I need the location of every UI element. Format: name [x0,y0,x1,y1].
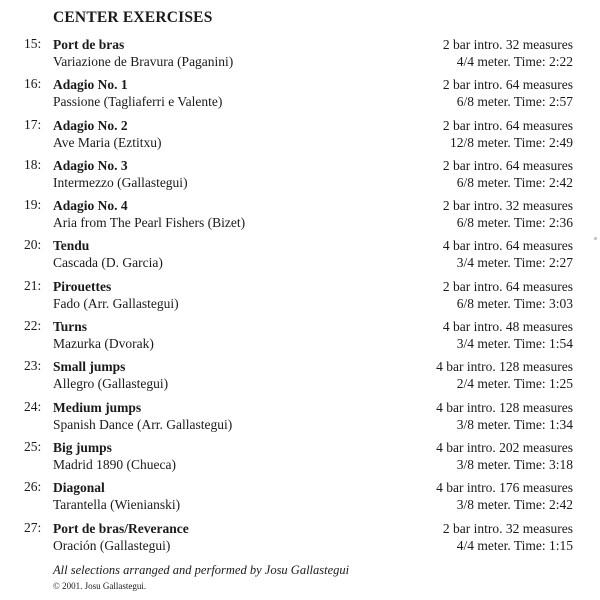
track-details [443,76,573,110]
piece-title: Variazione de Bravura (Paganini) [53,54,234,69]
exercise-name: Medium jumps [53,399,142,415]
piece-title: Passione (Tagliaferri e Valente) [53,94,223,110]
track-row [0,196,600,236]
meter-time: 3/8 meter. Time: 3:18 [456,456,573,472]
track-info [53,278,179,312]
piece-title: Tarantella (Wienianski) [53,497,181,513]
piece-title: Spanish Dance (Arr. Gallastegui) [53,416,233,432]
intro-measures: 4 bar intro. 48 measures [442,319,573,335]
exercise-name: Adagio No. 3 [53,157,128,173]
track-row [0,277,600,317]
meter-time: 6/8 meter. Time: 2:36 [456,215,573,231]
exercise-name: Port de bras/Reverance [53,520,189,536]
track-row [0,116,600,156]
piece-title: Cascada (D. Garcia) [53,255,163,271]
exercise-name: Pirouettes [53,278,112,294]
intro-measures: 2 bar intro. 32 measures [442,198,573,214]
intro-measures: 4 bar intro. 128 measures [436,399,573,415]
track-details [443,197,573,231]
exercise-name: Port de bras [53,37,125,52]
meter-time: 6/8 meter. Time: 3:03 [456,295,573,311]
track-row [0,519,600,559]
piece-title: Mazurka (Dvorak) [53,336,154,352]
exercise-name: Small jumps [53,359,126,375]
intro-measures: 4 bar intro. 64 measures [442,238,573,254]
intro-measures: 2 bar intro. 32 measures [442,37,573,52]
track-details [436,399,573,433]
scan-speck [594,237,597,240]
track-row [0,236,600,276]
meter-time: 3/4 meter. Time: 2:27 [456,255,573,271]
meter-time: 2/4 meter. Time: 1:25 [456,376,573,392]
intro-measures: 2 bar intro. 64 measures [442,77,573,93]
meter-time: 4/4 meter. Time: 2:22 [456,54,573,69]
meter-time: 3/8 meter. Time: 2:42 [456,497,573,513]
intro-measures: 4 bar intro. 128 measures [436,359,573,375]
track-info [53,117,161,151]
track-number: 16: [24,76,42,92]
track-info [53,197,245,231]
track-row [0,75,600,115]
meter-time: 6/8 meter. Time: 2:42 [456,174,573,190]
intro-measures: 4 bar intro. 202 measures [436,439,573,455]
meter-time: 3/8 meter. Time: 1:34 [456,416,573,432]
piece-title: Madrid 1890 (Chueca) [53,456,176,472]
exercise-name: Diagonal [53,480,105,496]
copyright-notice: © 2001. Josu Gallastegui. [53,581,147,591]
intro-measures: 2 bar intro. 32 measures [442,520,573,536]
intro-measures: 2 bar intro. 64 measures [442,278,573,294]
exercise-name: Big jumps [53,439,112,455]
meter-time: 3/4 meter. Time: 1:54 [456,336,573,352]
track-row [0,478,600,518]
meter-time: 12/8 meter. Time: 2:49 [449,134,573,150]
track-row [0,398,600,438]
track-number: 20: [24,237,42,253]
track-info [53,36,233,70]
exercise-name: Tendu [53,238,90,254]
section-title: CENTER EXERCISES [53,9,213,26]
track-info [53,399,232,433]
exercise-name: Turns [53,319,88,335]
track-details [443,318,573,352]
piece-title: Fado (Arr. Gallastegui) [53,295,179,311]
track-list [0,35,600,559]
track-info [53,318,154,352]
track-number: 18: [24,156,42,172]
track-details [443,36,573,70]
intro-measures: 2 bar intro. 64 measures [442,157,573,173]
piece-title: Oración (Gallastegui) [53,537,171,553]
piece-title: Aria from The Pearl Fishers (Bizet) [53,215,246,231]
intro-measures: 4 bar intro. 176 measures [436,480,573,496]
track-number: 17: [24,116,42,132]
track-row [0,438,600,478]
piece-title: Allegro (Gallastegui) [53,376,169,392]
meter-time: 4/4 meter. Time: 1:15 [456,537,573,553]
track-row [0,317,600,357]
track-number: 25: [24,438,42,454]
track-info [53,157,188,191]
track-info [53,358,168,392]
track-info [53,520,189,554]
track-info [53,439,176,473]
track-number: 19: [24,197,42,213]
track-info [53,76,222,110]
track-details [443,520,573,554]
track-number: 24: [24,398,42,414]
track-details [443,237,573,271]
track-details [436,358,573,392]
track-details [436,479,573,513]
track-number: 23: [24,358,42,374]
intro-measures: 2 bar intro. 64 measures [442,117,573,133]
track-number: 21: [24,277,42,293]
exercise-name: Adagio No. 2 [53,117,128,133]
exercise-name: Adagio No. 1 [53,77,128,93]
track-number: 15: [24,36,42,51]
track-number: 27: [24,519,42,535]
piece-title: Ave Maria (Eztitxu) [53,134,162,150]
credits-line: All selections arranged and performed by Josu Gallastegui [53,563,350,577]
meter-time: 6/8 meter. Time: 2:57 [456,94,573,110]
track-details [443,117,573,151]
track-number: 22: [24,318,42,334]
track-details [443,157,573,191]
track-info [53,237,163,271]
track-details [443,278,573,312]
track-row [0,357,600,397]
exercise-name: Adagio No. 4 [53,198,128,214]
track-info [53,479,180,513]
track-row [0,156,600,196]
track-details [436,439,573,473]
track-row [0,35,600,75]
track-number: 26: [24,479,42,495]
piece-title: Intermezzo (Gallastegui) [53,174,188,190]
